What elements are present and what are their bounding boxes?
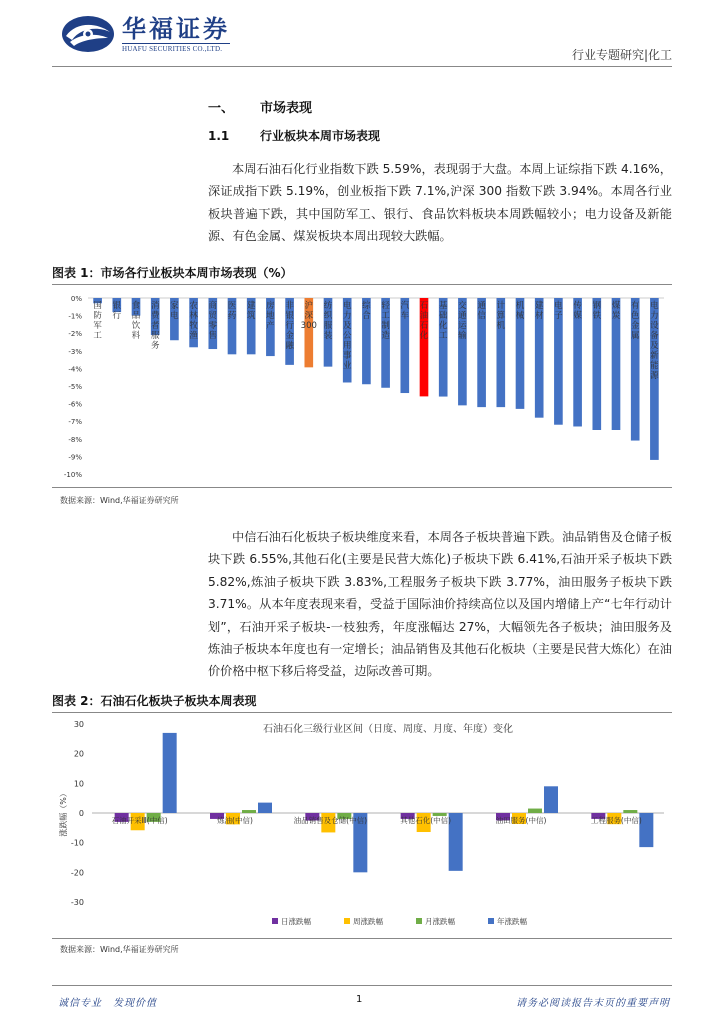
chart1-category-label: 建筑 [246, 301, 256, 321]
chart2-legend-swatch [344, 918, 350, 924]
chart2-legend-label: 周涨跌幅 [353, 917, 383, 926]
chart1-y-tick-label: -9% [68, 453, 82, 462]
chart2-y-tick-label: 10 [73, 779, 84, 789]
chart2-y-tick-label: 0 [78, 809, 84, 818]
chart1-y-tick-label: -2% [68, 330, 82, 339]
chart2-y-tick-label: -30 [70, 898, 84, 907]
paragraph-subsectors-text: 中信石油石化板块子板块维度来看，本周各子板块普遍下跌。油品销售及仓储子板块下跌 6.55%,其他石化(主要是民营大炼化)子板块下跌 6.41%,石油开采子板块下跌 5.82%,炼油子板块下跌 3.83%,工程服务子板块下跌 3.77%，油田服务子板块下跌 3.71%。从本年度表现来看，受益于国际油价持续高位以及国内增储上产“七年行动计划”，石油开采子板块-一枝独秀，年度涨幅达 27%，大幅领先各子板块；油田服务及炼油子板块本年度也有一定增长；油品销售及其他石化板块（主要是民营大炼化）在油价价格中枢下移后将受益，边际改善可期。 [208, 530, 672, 679]
chart1-y-tick-label: -4% [68, 365, 82, 374]
chart1-category-label: 家电 [170, 301, 179, 321]
chart1-y-tick-label: -7% [68, 418, 82, 427]
chart1-category-label: 建材 [534, 301, 544, 321]
chart1-category-label: 医药 [227, 301, 237, 321]
figure2-source: 数据来源：Wind,华福证券研究所 [60, 945, 179, 954]
chart2-bar [528, 809, 542, 813]
section-title: 市场表现 [260, 101, 313, 116]
chart2-category-label: 油田服务(中信) [495, 816, 547, 825]
chart1-category-label: 商贸零售 [208, 301, 218, 341]
section-heading [208, 97, 312, 116]
chart2-bar [623, 810, 637, 813]
chart1-category-label: 煤炭 [611, 301, 621, 321]
chart1-category-label: 银行 [112, 301, 122, 321]
logo-en-text: HUAFU SECURITIES CO.,LTD. [122, 43, 230, 53]
figure2-title: 图表 2：石油石化板块子板块本周表现 [52, 694, 257, 708]
header-divider [52, 66, 672, 67]
chart1-category-label: 石油石化 [419, 301, 429, 341]
chart1-category-label: 基础化工 [438, 301, 448, 341]
figure2-bottom-rule [52, 938, 672, 939]
chart2-bar [544, 786, 558, 813]
chart1-y-tick-label: -3% [68, 347, 82, 356]
chart2-bar [258, 803, 272, 813]
chart1-y-tick-label: -10% [63, 471, 82, 479]
figure1-title: 图表 1：市场各行业板块本周市场表现（%） [52, 266, 293, 280]
paragraph-market-text: 本周石油石化行业指数下跌 5.59%，表现弱于大盘。本周上证综指下跌 4.16%，深证成指下跌 5.19%，创业板指下跌 7.1%,沪深 300 指数下跌 3.94%。本周各行业板块普遍下跌，其中国防军工、银行、食品饮料板块本周跌幅较小；电力设备及新能源、有色金属、煤炭板块本周出现较大跌幅。 [208, 162, 672, 244]
figure1-bottom-rule [52, 487, 672, 488]
chart2-category-label: 其他石化(中信) [400, 816, 452, 825]
chart2-y-tick-label: -20 [70, 868, 84, 878]
report-category: 行业专题研究|化工 [571, 48, 672, 62]
chart2-category-label: 石油开采Ⅲ(中信) [111, 816, 168, 825]
chart2-y-tick-label: 20 [73, 749, 84, 759]
chart2-bar [163, 733, 177, 813]
chart1-category-label: 食品饮料 [131, 301, 141, 341]
chart2-category-label: 工程服务(中信) [590, 816, 642, 825]
chart1-category-label: 电子 [554, 301, 563, 321]
chart2-y-axis-label: 涨跌幅（%） [59, 789, 68, 837]
figure1-top-rule [52, 284, 672, 285]
subsection-title: 行业板块本周市场表现 [260, 129, 381, 143]
footer-disclaimer: 请务必阅读报告末页的重要声明 [516, 998, 670, 1009]
chart2-title: 石油石化三级行业区间（日度、周度、月度、年度）变化 [263, 724, 513, 735]
chart1-y-tick-label: -6% [68, 400, 82, 409]
chart1-category-label: 交通运输 [458, 301, 467, 341]
chart1-category-label: 国防军工 [93, 301, 102, 341]
paragraph-market [208, 158, 672, 248]
figure1-source: 数据来源：Wind,华福证券研究所 [60, 496, 179, 505]
footer-divider [52, 985, 672, 986]
chart1-category-label: 非银行金融 [285, 301, 294, 351]
chart1-y-tick-label: 0% [70, 295, 82, 303]
chart2-legend-swatch [272, 918, 278, 924]
chart2-y-tick-label: 30 [73, 720, 84, 729]
chart2-legend-swatch [488, 918, 494, 924]
chart1-category-label: 农林牧渔 [189, 301, 198, 341]
chart1-category-label: 轻工制造 [381, 301, 390, 341]
chart1-category-label: 有色金属 [630, 301, 640, 341]
subsector-performance-chart [52, 714, 672, 936]
chart1-y-tick-label: -1% [68, 312, 82, 321]
chart2-legend-label: 月涨跌幅 [425, 917, 455, 926]
subsection-heading [208, 127, 380, 144]
chart1-y-tick-label: -5% [68, 383, 82, 391]
chart1-category-label: 沪深 300 [300, 301, 317, 331]
chart1-category-label: 汽车 [400, 301, 410, 321]
chart1-category-label: 纺织服装 [323, 301, 333, 341]
chart2-bar [242, 810, 256, 813]
logo-mark-icon [60, 14, 116, 54]
chart1-category-label: 综合 [362, 301, 371, 321]
chart1-category-label: 通信 [477, 301, 486, 321]
chart1-category-label: 消费者服务 [150, 301, 160, 351]
brand-logo [60, 14, 230, 54]
page-number: 1 [356, 994, 363, 1005]
chart1-category-label: 房地产 [266, 301, 275, 331]
chart1-category-label: 电力设备及新能源 [650, 301, 659, 381]
chart1-category-label: 钢铁 [592, 301, 602, 321]
paragraph-subsectors [208, 526, 672, 683]
logo-cn-text: 华福证券 [122, 15, 230, 43]
chart1-category-label: 机械 [515, 301, 525, 321]
chart1-category-label: 电力及公用事业 [342, 301, 352, 371]
section-number: 一、 [208, 101, 235, 116]
subsection-number: 1.1 [208, 129, 230, 143]
chart1-category-label: 计算机 [496, 301, 506, 331]
chart2-legend-label: 日涨跌幅 [281, 917, 311, 926]
chart1-y-tick-label: -8% [68, 435, 82, 444]
chart2-legend-label: 年涨跌幅 [497, 917, 527, 926]
chart1-category-label: 传媒 [573, 301, 582, 321]
industry-weekly-chart [52, 288, 672, 484]
chart2-y-tick-label: -10 [70, 838, 84, 848]
chart2-category-label: 炼油(中信) [217, 816, 253, 825]
figure2-top-rule [52, 712, 672, 713]
footer-slogan: 诚信专业 发现价值 [58, 998, 157, 1009]
chart2-legend-swatch [416, 918, 422, 924]
chart2-category-label: 油品销售及仓储(中信) [293, 816, 368, 825]
